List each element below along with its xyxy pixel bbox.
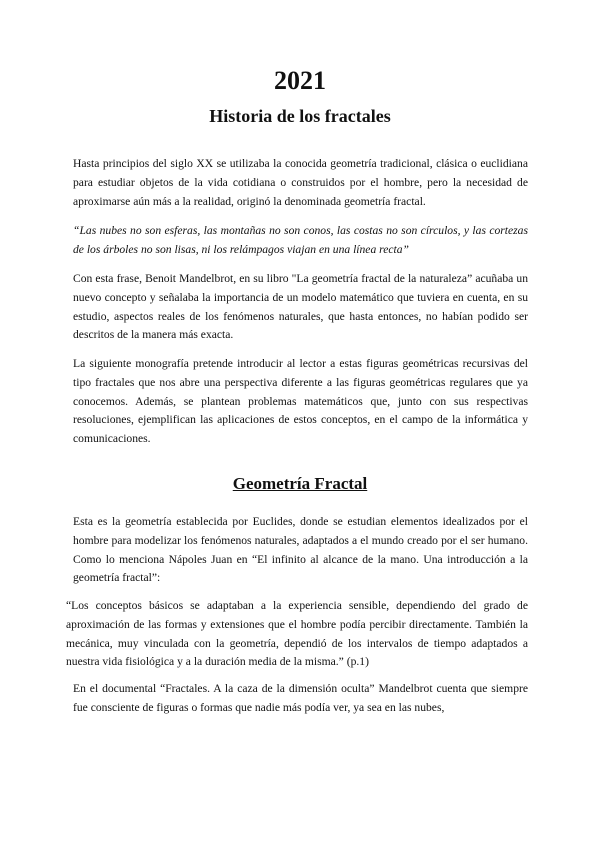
document-title: Historia de los fractales	[209, 106, 391, 126]
intro-paragraph-1: Hasta principios del siglo XX se utilizaba la conocida geometría tradicional, clásica o euclidiana para estudiar objetos de la vida cotidiana o construidos por el hombre, pero la necesidad de aproximarse aún más a la realidad, originó la denominada geometría fractal.	[73, 157, 528, 208]
section-heading: Geometría Fractal	[232, 474, 368, 493]
section-paragraph-1: Esta es la geometría establecida por Euclides, donde se estudian elementos idealizados por el hombre para modelizar los fenómenos naturales, adaptados a el mundo creado por el ser humano. Como lo menciona Nápoles Juan en “El infinito al alcance de la mano. Una introducción a la geometría fractal”:	[73, 515, 528, 585]
napoles-quote: “Los conceptos básicos se adaptaban a la experiencia sensible, dependiendo del grado de aproximación de las formas y extensiones que el hombre podía percibir directamente. También la mecánica, muy vinculada con la geometría, dependió de los intervalos de tiempo adaptados a nuestra vida fisiológica y a la duración media de la misma.” (p.1)	[66, 599, 528, 669]
document-year: 2021	[274, 66, 326, 95]
intro-paragraph-3: La siguiente monografía pretende introducir al lector a estas figuras geométricas recursivas del tipo fractales que nos abre una perspectiva diferente a las figuras geométricas regulares que ya conocemos. Además, se plantean problemas matemáticos que, junto con sus respectivas resoluciones, ejemplifican las aplicaciones de estos conceptos, en el campo de la informática y comunicaciones.	[73, 357, 528, 446]
intro-paragraph-2: Con esta frase, Benoit Mandelbrot, en su libro "La geometría fractal de la naturaleza” acuñaba un nuevo concepto y señalaba la importancia de un modelo matemático que tuviera en cuenta, en su estudio, aspectos reales de los fenómenos naturales, que hasta entonces, no habían podido ser descritos de la manera más exacta.	[73, 272, 528, 342]
mandelbrot-quote: “Las nubes no son esferas, las montañas no son conos, las costas no son círculos, y las cortezas de los árboles no son lisas, ni los relámpagos viajan en una línea recta”	[73, 224, 528, 256]
section-paragraph-2: En el documental “Fractales. A la caza de la dimensión oculta” Mandelbrot cuenta que siempre fue consciente de figuras o formas que nadie más podía ver, ya sea en las nubes,	[73, 682, 528, 714]
